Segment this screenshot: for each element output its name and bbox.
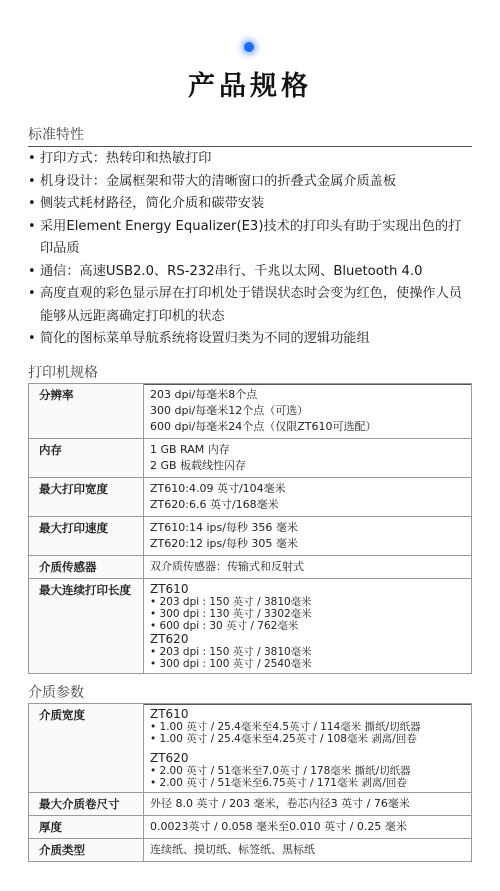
spec-label: 最大打印速度 xyxy=(29,517,144,556)
spec-value: 0.0023英寸 / 0.058 毫米至0.010 英寸 / 0.25 毫米 xyxy=(144,816,472,839)
table-row xyxy=(29,704,472,793)
table-row xyxy=(29,517,472,556)
printer-spec-table xyxy=(28,383,472,674)
decorative-dot xyxy=(244,42,254,52)
table-row xyxy=(29,439,472,478)
feature-item: • 简化的图标菜单导航系统将设置归类为不同的逻辑功能组 xyxy=(28,328,474,351)
bullet-icon: • xyxy=(28,263,36,279)
section-heading-standard: 标准特性 xyxy=(28,124,472,147)
table-row xyxy=(29,384,472,439)
spec-label: 最大连续打印长度 xyxy=(29,579,144,674)
table-row xyxy=(29,478,472,517)
page-title: 产品规格 xyxy=(188,71,312,102)
section-heading-media: 介质参数 xyxy=(28,682,472,705)
spec-label: 介质传感器 xyxy=(29,556,144,579)
media-spec-table xyxy=(28,703,472,862)
feature-item: • 通信：高速USB2.0、RS-232串行、千兆以太网、Bluetooth 4.0 xyxy=(28,261,474,284)
spec-label: 内存 xyxy=(29,439,144,478)
feature-item: • 高度直观的彩色显示屏在打印机处于错误状态时会变为红色，使操作人员能够从远距离确定打印机的状态 xyxy=(28,283,474,328)
feature-item: • 侧装式耗材路径，简化介质和碳带安装 xyxy=(28,193,474,216)
spec-value: 双介质传感器：传输式和反射式 xyxy=(144,556,472,579)
table-row xyxy=(29,816,472,839)
spec-label: 介质类型 xyxy=(29,839,144,862)
bullet-icon: • xyxy=(28,286,36,301)
spec-value: 1 GB RAM 内存 2 GB 板载线性闪存 xyxy=(144,439,472,478)
bullet-icon: • xyxy=(28,196,36,211)
spec-value: ZT610 • 203 dpi : 150 英寸 / 3810毫米 • 300 dpi : 130 英寸 / 3302毫米 • 600 dpi : 30 英寸 / 762毫米 ZT620 • 203 dpi : 150 英寸 / 3810毫米 • 300 dpi : 100 英寸 / 2540毫米 xyxy=(144,579,472,674)
feature-item: • 采用Element Energy Equalizer(E3)技术的打印头有助于实现出色的打印品质 xyxy=(28,216,474,261)
spec-value: 连续纸、摸切纸、标签纸、黑标纸 xyxy=(144,839,472,862)
feature-item: • 打印方式：热转印和热敏打印 xyxy=(28,148,474,171)
bullet-icon: • xyxy=(28,173,36,189)
bullet-icon: • xyxy=(28,218,36,234)
table-row xyxy=(29,579,472,674)
bullet-icon: • xyxy=(28,151,36,166)
table-row xyxy=(29,839,472,862)
spec-label: 分辨率 xyxy=(29,384,144,439)
spec-label: 厚度 xyxy=(29,816,144,839)
spec-value: 外径 8.0 英寸 / 203 毫米，卷芯内径3 英寸 / 76毫米 xyxy=(144,793,472,816)
spec-value: ZT610 • 1.00 英寸 / 25.4毫米至4.5英寸 / 114毫米 撕纸/切纸器 • 1.00 英寸 / 25.4毫米至4.25英寸 / 108毫米 剥离/回卷 ZT620 • 2.00 英寸 / 51毫米至7.0英寸 / 178毫米 撕纸/切纸器 • 2.00 英寸 / 51毫米至6.75英寸 / 171毫米 剥离/回卷 xyxy=(144,704,472,793)
table-row xyxy=(29,556,472,579)
spec-label: 介质宽度 xyxy=(29,704,144,793)
spec-value: ZT610:4.09 英寸/104毫米 ZT620:6.6 英寸/168毫米 xyxy=(144,478,472,517)
feature-list xyxy=(28,148,474,351)
spec-value: 203 dpi/每毫米8个点 300 dpi/每毫米12个点（可选） 600 dpi/每毫米24个点（仅限ZT610可选配） xyxy=(144,384,472,439)
table-row xyxy=(29,793,472,816)
spec-label: 最大打印宽度 xyxy=(29,478,144,517)
bullet-icon: • xyxy=(28,331,36,346)
feature-item: • 机身设计：金属框架和带大的清晰窗口的折叠式金属介质盖板 xyxy=(28,171,474,194)
spec-value: ZT610:14 ips/每秒 356 毫米 ZT620:12 ips/每秒 305 毫米 xyxy=(144,517,472,556)
spec-label: 最大介质卷尺寸 xyxy=(29,793,144,816)
section-heading-printer: 打印机规格 xyxy=(28,362,472,385)
